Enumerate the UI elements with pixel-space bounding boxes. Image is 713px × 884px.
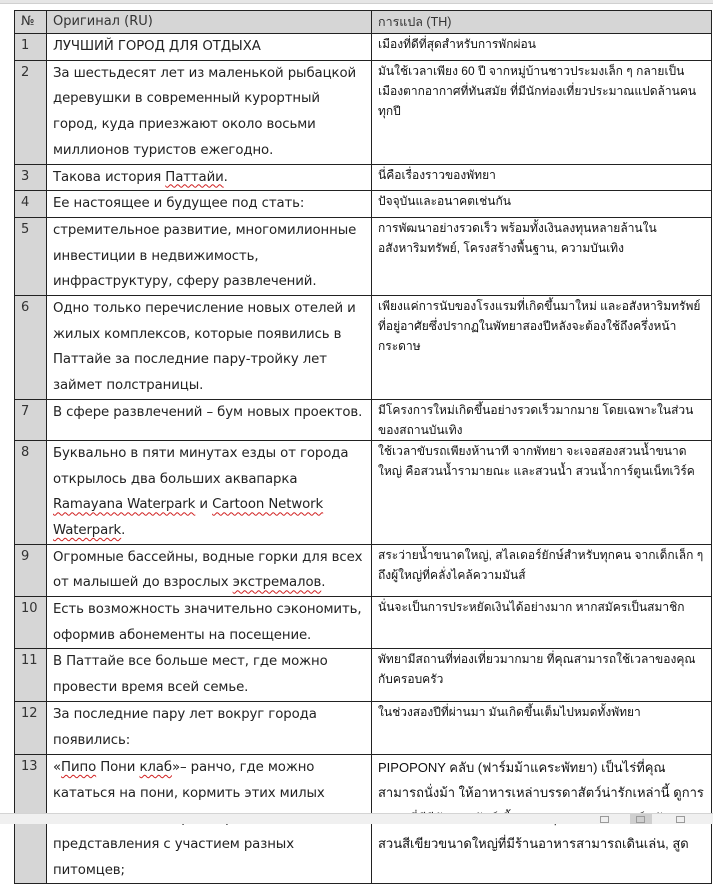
original-text-cell[interactable] bbox=[47, 164, 372, 191]
row-number: 3 bbox=[15, 164, 47, 191]
text-segment: . bbox=[321, 575, 326, 591]
original-text-cell[interactable]: За последние пару лет вокруг города появились: bbox=[47, 701, 372, 754]
header-original-ru: Оригинал (RU) bbox=[47, 11, 372, 34]
translation-text-cell[interactable]: มีโครงการใหม่เกิดขึ้นอย่างรวดเร็วมากมาย โดยเฉพาะในส่วนของสถานบันเทิง bbox=[372, 399, 712, 440]
row-number: 8 bbox=[15, 440, 47, 544]
table-row bbox=[15, 217, 712, 295]
table-row bbox=[15, 544, 712, 596]
row-number: 5 bbox=[15, 217, 47, 295]
table-row bbox=[15, 296, 712, 400]
table-row bbox=[15, 399, 712, 440]
text-segment: Пони bbox=[96, 759, 140, 775]
translation-text-cell[interactable]: ใช้เวลาขับรถเพียงห้านาที จากพัทยา จะเจอสองสวนน้ำขนาดใหญ่ คือสวนน้ำรามายณะ และสวนน้ำ สวนน้ำการ์ตูนเน็ทเวิร์ค bbox=[372, 440, 712, 544]
original-text-cell[interactable]: В сфере развлечений – бум новых проектов. bbox=[47, 399, 372, 440]
original-text-cell[interactable]: Ее настоящее и будущее под стать: bbox=[47, 191, 372, 218]
original-text-cell[interactable] bbox=[47, 440, 372, 544]
text-segment: Огромные бассейны, водные горки для всех от малышей до взрослых bbox=[53, 549, 363, 591]
text-segment: и bbox=[195, 497, 213, 513]
spellcheck-flagged-word[interactable]: Cartoon Network Waterpark bbox=[53, 497, 324, 538]
original-text-cell[interactable]: За шестьдесят лет из маленькой рыбацкой деревушки в современный курортный город, куда приезжают около восьми миллионов туристов ежегодно. bbox=[47, 60, 372, 164]
original-text-cell[interactable]: ЛУЧШИЙ ГОРОД ДЛЯ ОТДЫХА bbox=[47, 34, 372, 61]
row-number: 7 bbox=[15, 399, 47, 440]
text-segment: « bbox=[53, 759, 62, 775]
original-text-cell[interactable]: Есть возможность значительно сэкономить, оформив абонементы на посещение. bbox=[47, 597, 372, 649]
text-segment: . bbox=[121, 522, 126, 538]
read-mode-icon[interactable] bbox=[600, 816, 609, 823]
text-segment: Буквально в пяти минутах езды от города открылось два больших аквапарка bbox=[53, 445, 349, 487]
table-row bbox=[15, 649, 712, 701]
spellcheck-flagged-word[interactable]: Пипо bbox=[61, 759, 97, 775]
row-number: 9 bbox=[15, 544, 47, 596]
text-segment: . bbox=[223, 169, 228, 185]
web-layout-icon[interactable] bbox=[676, 816, 685, 823]
translation-text-cell[interactable]: นี่คือเรื่องราวของพัทยา bbox=[372, 164, 712, 191]
spellcheck-flagged-word[interactable]: Паттайи bbox=[165, 169, 224, 185]
window-top-edge bbox=[0, 0, 713, 4]
original-text-cell[interactable]: В Паттайе все больше мест, где можно провести время всей семье. bbox=[47, 649, 372, 701]
row-number: 13 bbox=[15, 754, 47, 884]
row-number: 10 bbox=[15, 597, 47, 649]
table-row bbox=[15, 164, 712, 191]
original-text-cell[interactable]: стремительное развитие, многомилионные инвестиции в недвижимость, инфраструктуру, сферу развлечений. bbox=[47, 217, 372, 295]
original-text-cell[interactable] bbox=[47, 544, 372, 596]
spellcheck-flagged-word[interactable]: клаб bbox=[139, 759, 172, 775]
translation-table bbox=[14, 10, 712, 884]
translation-text-cell[interactable]: สระว่ายน้ำขนาดใหญ่, สไลเดอร์ยักษ์สำหรับทุกคน จากเด็กเล็ก ๆ ถึงผู้ใหญ่ที่คลั่งไคล้ความมันส์ bbox=[372, 544, 712, 596]
status-bar bbox=[0, 813, 713, 824]
row-number: 11 bbox=[15, 649, 47, 701]
table-row bbox=[15, 60, 712, 164]
table-row bbox=[15, 597, 712, 649]
row-number: 2 bbox=[15, 60, 47, 164]
spellcheck-flagged-word[interactable]: Ramayana Waterpark bbox=[53, 497, 196, 513]
text-segment: »– ранчо, где можно кататься на пони, кормить этих милых представления с участием разных питомцев; bbox=[53, 759, 325, 878]
header-translation-th: การแปล (TH) bbox=[372, 11, 712, 34]
translation-text-cell[interactable]: ในช่วงสองปีที่ผ่านมา มันเกิดขึ้นเต็มไปหมดทั้งพัทยา bbox=[372, 701, 712, 754]
row-number: 4 bbox=[15, 191, 47, 218]
text-segment: Такова история bbox=[53, 169, 166, 185]
translation-text-cell[interactable]: การพัฒนาอย่างรวดเร็ว พร้อมทั้งเงินลงทุนหลายล้านในอสังหาริมทรัพย์, โครงสร้างพื้นฐาน, ความบันเทิง bbox=[372, 217, 712, 295]
row-number: 6 bbox=[15, 296, 47, 400]
row-number: 1 bbox=[15, 34, 47, 61]
translation-text-cell[interactable]: ปัจจุบันและอนาคตเช่นกัน bbox=[372, 191, 712, 218]
table-row bbox=[15, 34, 712, 61]
original-text-cell[interactable]: Одно только перечисление новых отелей и жилых комплексов, которые появились в Паттайе за последние пару-тройку лет займет полстраницы. bbox=[47, 296, 372, 400]
table-header-row bbox=[15, 11, 712, 34]
translation-text-cell[interactable]: พัทยามีสถานที่ท่องเที่ยวมากมาย ที่คุณสามารถใช้เวลาของคุณกับครอบครัว bbox=[372, 649, 712, 701]
translation-text-cell[interactable]: นั่นจะเป็นการประหยัดเงินได้อย่างมาก หากสมัครเป็นสมาชิก bbox=[372, 597, 712, 649]
translation-text-cell[interactable]: เมืองที่ดีที่สุดสำหรับการพักผ่อน bbox=[372, 34, 712, 61]
spellcheck-flagged-word[interactable]: экстремалов bbox=[232, 575, 322, 591]
header-number: № bbox=[15, 11, 47, 34]
translation-text-cell[interactable]: มันใช้เวลาเพียง 60 ปี จากหมู่บ้านชาวประมงเล็ก ๆ กลายเป็นเมืองตากอากาศที่ทันสมัย ที่มีนักท่องเที่ยวประมาณแปดล้านคนทุกปี bbox=[372, 60, 712, 164]
translation-text-cell[interactable]: PIPOPONY คลับ (ฟาร์มม้าแคระพัทยา) เป็นไร่ที่คุณสามารถนั่งม้า ให้อาหารเหล่าบรรดาสัตว์น่ารักเหล่านี้ ดูการ สวนสีเขียวขนาดใหญ่ที่มีร้านอาหารสามารถเดินเล่น, สูด bbox=[372, 754, 712, 884]
table-row bbox=[15, 440, 712, 544]
row-number: 12 bbox=[15, 701, 47, 754]
table-row bbox=[15, 191, 712, 218]
table-row bbox=[15, 701, 712, 754]
print-layout-icon bbox=[636, 816, 645, 823]
document-page bbox=[14, 10, 711, 884]
translation-text-cell[interactable]: เพียงแค่การนับของโรงแรมที่เกิดขึ้นมาใหม่ และอสังหาริมทรัพย์ที่อยู่อาศัยซึ่งปรากฏในพัทยาสองปีหลังจะต้องใช้ถึงครึ่งหน้ากระดาษ bbox=[372, 296, 712, 400]
